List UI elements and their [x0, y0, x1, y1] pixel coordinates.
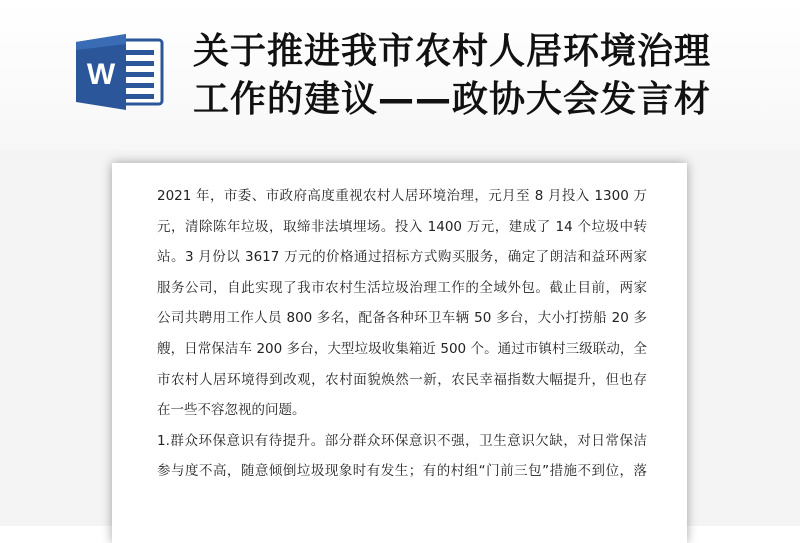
text-line: 服务公司，自此实现了我市农村生活垃圾治理工作的全域外包。截止目前，两家: [157, 279, 647, 296]
title-line-2: 工作的建议——政协大会发言材: [193, 79, 712, 120]
word-icon-letter: W: [86, 58, 116, 91]
document-page: [112, 163, 687, 543]
text-line: 在一些不容忽视的问题。: [157, 402, 306, 419]
text-line: 站。3 月份以 3617 万元的价格通过招标方式购买服务，确定了朗洁和益环两家: [157, 249, 647, 266]
text-line: 元，清除陈年垃圾，取缔非法填埋场。投入 1400 万元，建成了 14 个垃圾中转: [157, 218, 647, 235]
text-line: 参与度不高，随意倾倒垃圾现象时有发生；有的村组“门前三包”措施不到位，落: [157, 463, 647, 480]
document-body: [157, 181, 647, 487]
document-title: [193, 28, 793, 124]
header-banner: [0, 0, 800, 150]
text-line: 市农村人居环境得到改观，农村面貌焕然一新，农民幸福指数大幅提升，但也存: [157, 371, 647, 388]
text-line: 公司共聘用工作人员 800 多名，配备各种环卫车辆 50 多台，大小打捞船 20 多: [157, 310, 647, 327]
text-line: 1.群众环保意识有待提升。部分群众环保意识不强，卫生意识欠缺，对日常保洁: [157, 432, 647, 449]
text-line: 艘，日常保洁车 200 多台，大型垃圾收集箱近 500 个。通过市镇村三级联动，全: [157, 340, 647, 357]
title-line-1: 关于推进我市农村人居环境治理: [193, 31, 712, 72]
word-document-icon: [74, 32, 166, 112]
text-line: 2021 年，市委、市政府高度重视农村人居环境治理，元月至 8 月投入 1300 万: [157, 188, 647, 204]
